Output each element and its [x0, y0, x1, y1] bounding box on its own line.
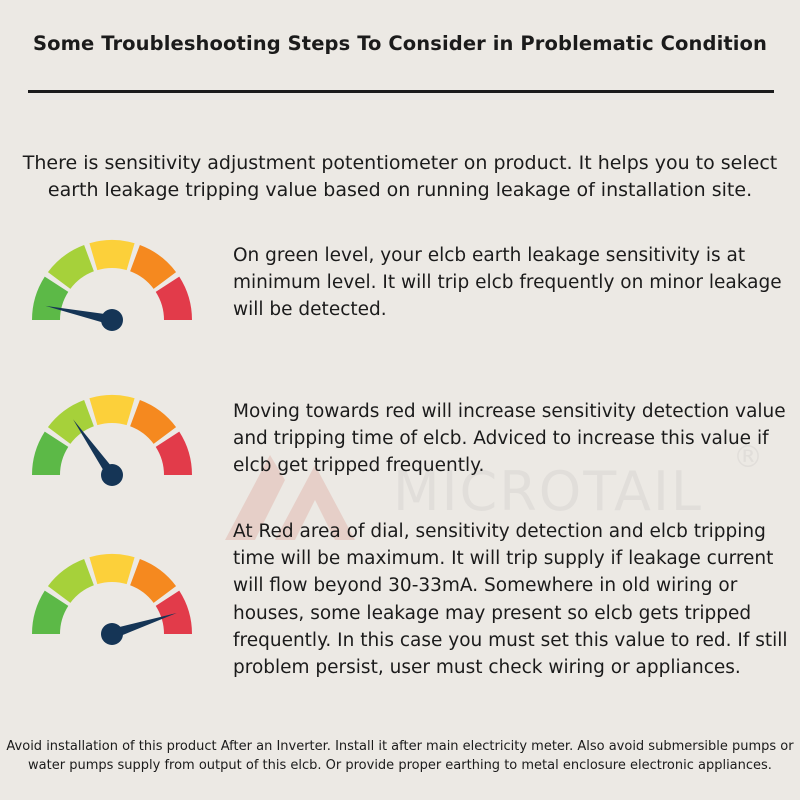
gauge-segment: [130, 400, 176, 444]
gauge-needle-yellow-green-icon: [22, 385, 202, 495]
gauge-segment: [89, 395, 134, 425]
gauge-segment: [130, 245, 176, 289]
title-divider: [28, 90, 774, 93]
item-text-green: On green level, your elcb earth leakage sensitivity is at minimum level. It will trip elcb frequently on minor leakage will be detected.: [233, 245, 782, 321]
footer-note: Avoid installation of this product After an Inverter. Install it after main electricity meter. Also avoid submersible pumps or water pumps supply from output of this elcb. Or provide proper earthing to metal enclosure electronic appliances.: [6, 739, 794, 773]
gauge-hub: [101, 623, 123, 645]
item-text-red: At Red area of dial, sensitivity detection and elcb tripping time will be maximum. It will trip supply if leakage current will flow beyond 30-33mA. Somewhere in old wiring or houses, some leakage may present so elcb gets tripped frequently. In this case you must set this value to red. If still problem persist, user must check wiring or appliances.: [233, 521, 788, 679]
gauge-segment: [48, 559, 94, 603]
gauge-segment: [130, 559, 176, 603]
gauge-segment: [89, 240, 134, 270]
gauge-needle-green-icon: [22, 230, 202, 340]
gauge-hub: [101, 309, 123, 331]
intro-paragraph: There is sensitivity adjustment potentiometer on product. It helps you to select earth leakage tripping value based on running leakage of installation site.: [22, 152, 778, 201]
gauge-hub: [101, 464, 123, 486]
gauge-segment: [48, 245, 94, 289]
gauge-segment: [89, 554, 134, 584]
watermark-brand: MICROTAIL: [393, 460, 703, 523]
gauge-needle-red-icon: [22, 544, 202, 654]
item-text-yellow-green: Moving towards red will increase sensitivity detection value and tripping time of elcb. Adviced to increase this value if elcb get tripped frequently.: [233, 401, 786, 477]
watermark-registered-mark: ®: [733, 440, 763, 475]
page-title: Some Troubleshooting Steps To Consider in Problematic Condition: [32, 32, 768, 55]
